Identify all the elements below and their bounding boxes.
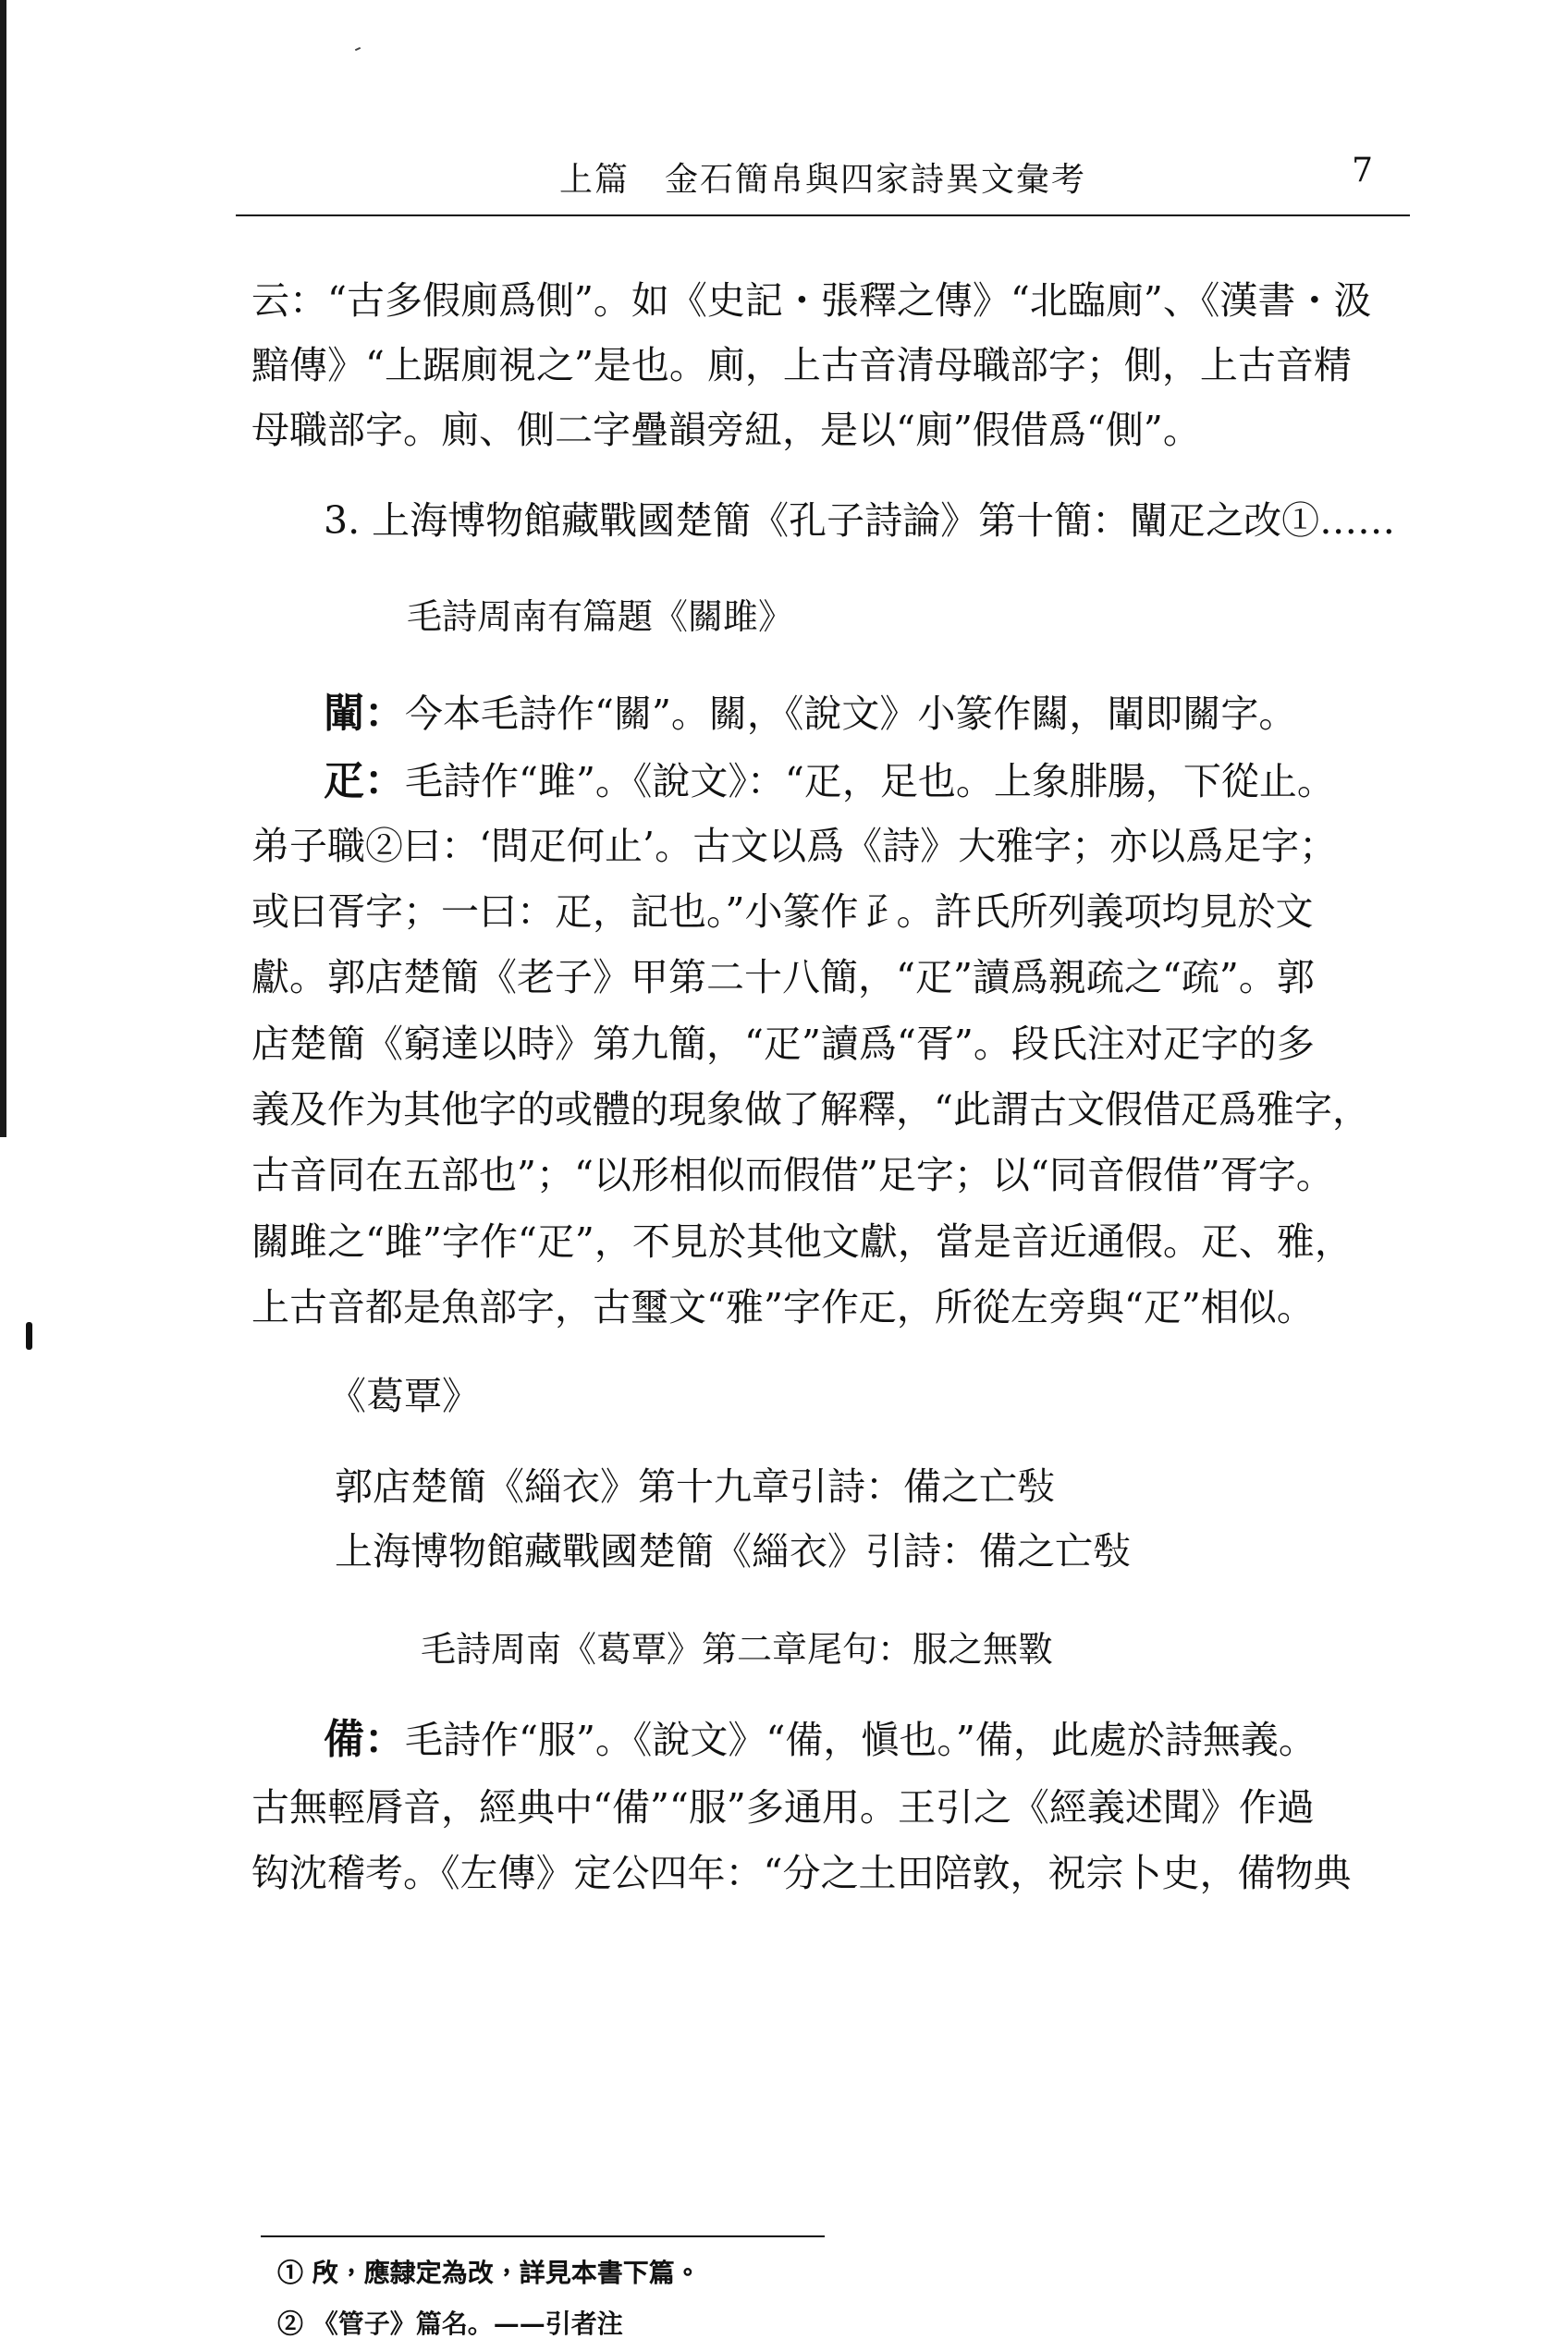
entry-text: 毛詩作“雎”。《說文》：“疋，足也。上象腓腸，下從止。 (405, 759, 1335, 803)
body-line: 黯傳》“上踞廁視之”是也。廁，上古音清母職部字；側，上古音精 (251, 343, 1352, 387)
body-line: 弟子職②曰：‘問疋何止’。古文以爲《詩》大雅字；亦以爲足字； (251, 824, 1338, 868)
body-line: 上古音都是魚部字，古璽文“雅”字作𤴓，所從左旁與“疋”相似。 (251, 1285, 1315, 1329)
section-title: 《葛覃》 (328, 1374, 480, 1418)
body-line: 店楚簡《窮達以時》第九簡，“疋”讀爲“胥”。段氏注对疋字的多 (251, 1022, 1315, 1066)
body-line: 古音同在五部也”；“以形相似而假借”足字；以“同音假借”胥字。 (251, 1153, 1334, 1197)
body-line: 古無輕脣音，經典中“備”“服”多通用。王引之《經義述聞》作過 (251, 1785, 1315, 1830)
running-title: 上篇 金石簡帛與四家詩異文彙考 (559, 161, 1087, 199)
body-line: 云：“古多假廁爲側”。如《史記・張釋之傳》“北臨廁”、《漢書・汲 (251, 278, 1372, 323)
entry-guan (324, 690, 1488, 737)
entry-shu (324, 757, 1488, 804)
header-rule (236, 214, 1410, 216)
body-line: 或曰胥字；一曰：疋，記也。”小篆作𤴔。許氏所列義项均見於文 (251, 889, 1314, 934)
entry-headword: 備： (324, 1716, 405, 1763)
entry-bei (324, 1716, 1488, 1763)
footnote-1: ① 𢼄，應隸定為改，詳見本書下篇。 (277, 2258, 701, 2288)
mao-shi-reference: 毛詩周南《葛覃》第二章尾句：服之無斁 (421, 1629, 1054, 1670)
body-line: 關雎之“雎”字作“疋”，不見於其他文獻，當是音近通假。疋、雅， (251, 1219, 1353, 1264)
entry-text: 今本毛詩作“關”。關，《說文》小篆作𨶹，閳即關字。 (405, 692, 1297, 736)
footnote-2: ② 《管子》篇名。——引者注 (277, 2308, 623, 2339)
scan-speck (355, 47, 361, 51)
entry-text: 毛詩作“服”。《說文》“備，愼也。”備，此處於詩無義。 (405, 1718, 1317, 1762)
source-line: 上海博物館藏戰國楚簡《緇衣》引詩：備之亡𢽥 (335, 1529, 1131, 1574)
entry-headword: 疋： (324, 757, 405, 804)
page-header (236, 148, 1410, 213)
entry-headword: 閳： (324, 690, 405, 737)
source-line: 郭店楚簡《緇衣》第十九章引詩：備之亡𢽥 (335, 1464, 1055, 1509)
page-number: 7 (1352, 152, 1373, 190)
mao-shi-reference: 毛詩周南有篇題《關雎》 (407, 596, 794, 637)
body-line: 母職部字。廁、側二字疊韻旁紐，是以“廁”假借爲“側”。 (251, 408, 1201, 452)
item-heading: 3. 上海博物館藏戰國楚簡《孔子詩論》第十簡：闡疋之改①…… (324, 498, 1396, 543)
margin-mark (26, 1322, 32, 1350)
body-line: 獻。郭店楚簡《老子》甲第二十八簡，“疋”讀爲親疏之“疏”。郭 (251, 955, 1315, 999)
body-line: 義及作为其他字的或體的現象做了解釋，“此謂古文假借疋爲雅字， (251, 1087, 1370, 1132)
body-line: 钩沈稽考。《左傳》定公四年：“分之土田陪敦，祝宗卜史，備物典 (251, 1851, 1352, 1895)
scan-edge-bar (0, 0, 6, 1137)
footnote-rule (261, 2235, 825, 2237)
